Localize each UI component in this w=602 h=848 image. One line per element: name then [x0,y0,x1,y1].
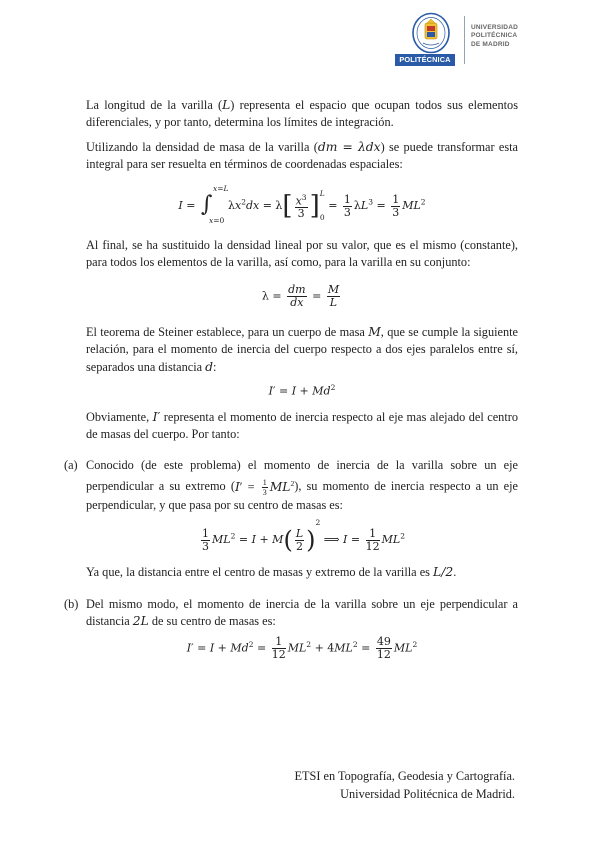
item-b-text: Del mismo modo, el momento de inercia de la varilla sobre un eje perpendicular a distancia 2L de su centro de masas es: [86,597,518,629]
paragraph-obviously: Obviamente, I′ representa el momento de inercia respecto al eje mas alejado del centro de masas del cuerpo. Por tanto: [86,410,518,442]
paragraph-steiner: El teorema de Steiner establece, para un cuerpo de masa M, que se cumple la siguiente relación, para el momento de inercia del cuerpo respecto a dos ejes paralelos entre sí, separados una distancia d: [86,325,518,374]
equation-2l-inertia: $I' = I + Md^2$ = $\frac{1}{12}$ $ML^2 + 4ML^2$ = $\frac{49}{12}$ $ML^2$ [186,635,418,661]
university-name: UNIVERSIDAD POLITÉCNICA DE MADRID [471,24,518,48]
paragraph-linear-density: Al final, se ha sustituido la densidad lineal por su valor, que es el mismo (constante), para todos los elementos de la varilla, así como, para la varilla en su conjunto: [86,238,518,270]
equation-steiner: $I' = I + Md^2$ [268,383,336,398]
item-a-text: Conocido (de este problema) el momento de inercia de la varilla sobre un eje perpendicular a su extremo (I′ = $\frac{1}{3}$ $ML^2$), su momento de inercia respecto a un eje perpendicular, y que pasa por su centro de masas es: [86,458,518,513]
paragraph-mass-density: Utilizando la densidad de masa de la varilla (dm = λdx) se puede transformar esta integral para ser resuelta en términos de coordenadas espaciales: [86,140,518,172]
upm-logo [395,12,570,64]
equation-lambda: λ = $\frac{dm}{dx}$ = $\frac{M}{L}$ [261,283,340,309]
footer [294,768,515,803]
item-a-note: Ya que, la distancia entre el centro de masas y extremo de la varilla es L/2. [86,565,457,579]
equation-inertia-integral: I = ∫ x=L x=0 $\lambda x^2dx = \lambda$[ $\frac{x^3}{3}$ ]L 0 = $\frac{1}{3}$ $\lambda L^3$ = $\frac{1}{3}$ $ML^2$ [178,184,426,225]
logo-divider [464,16,465,64]
item-b-label: (b) [64,597,79,611]
item-a-label: (a) [64,458,78,472]
footer-university: Universidad Politécnica de Madrid. [340,786,515,801]
footer-school: ETSI en Topografía, Geodesia y Cartografía. [294,769,515,783]
paragraph-rod-length: La longitud de la varilla (L) representa el espacio que ocupan todos sus elementos diferenciales, y por tanto, determina los límites de integración. [86,98,518,130]
university-seal-icon [411,12,451,54]
brand-label: POLITÉCNICA [395,54,455,66]
equation-center-of-mass-inertia: $\frac{1}{3}$ $ML^2 = I + M$( $\frac{L}{2}$ )$^2$ ⟹ I = $\frac{1}{12}$ $ML^2$ [202,518,405,554]
